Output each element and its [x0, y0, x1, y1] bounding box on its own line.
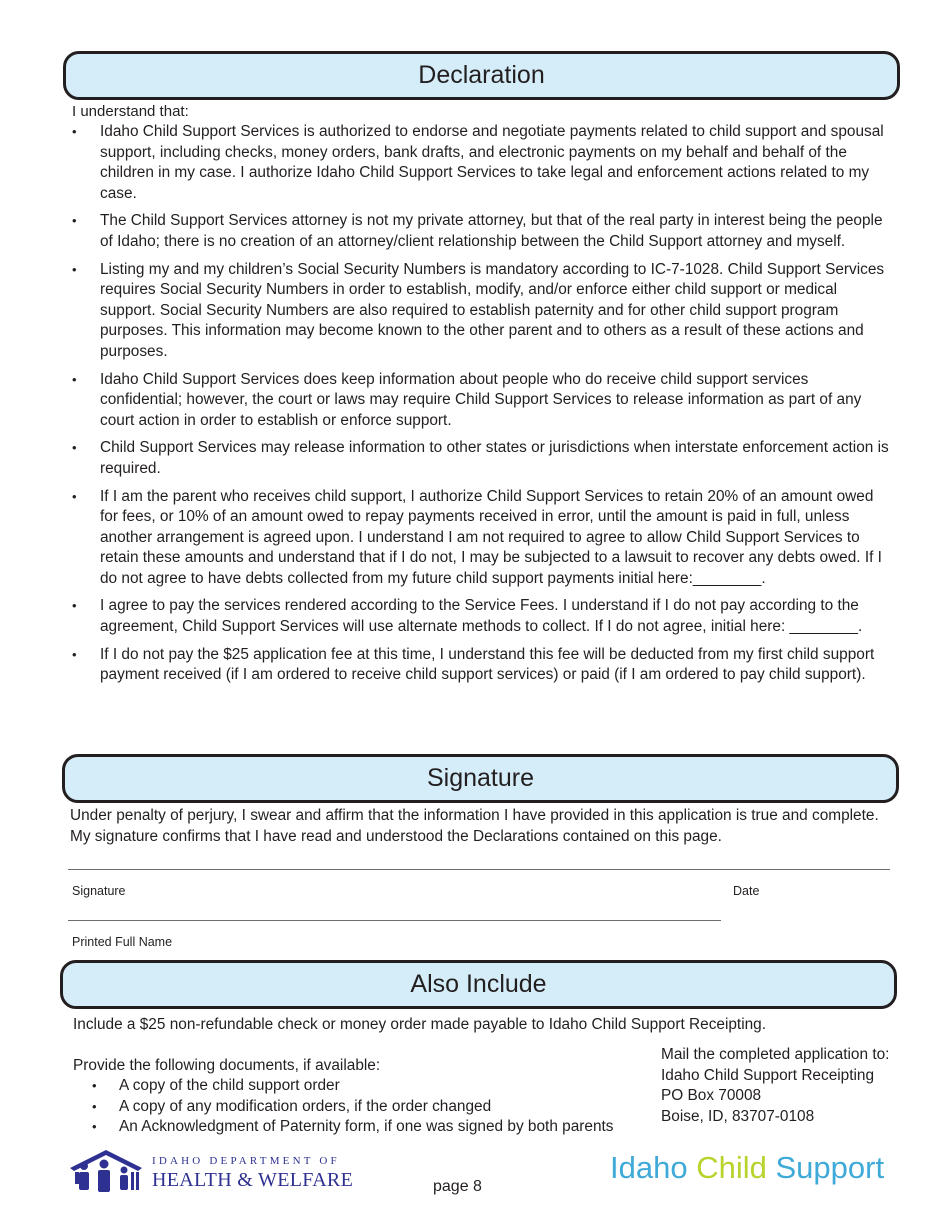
declaration-title: Declaration [418, 61, 545, 89]
signature-title: Signature [426, 764, 535, 792]
declaration-intro: I understand that: [72, 103, 189, 120]
mail-box: PO Box 70008 [661, 1087, 762, 1105]
declaration-item: • Child Support Services may release information to other states or jurisdictions when interstate enforcement action is required. [72, 438, 894, 479]
mail-heading: Mail the completed application to: [661, 1046, 890, 1063]
mail-city: Boise, ID, 83707-0108 [661, 1107, 815, 1125]
signature-statement: Under penalty of perjury, I swear and affirm that the information I have provided in this application is true and complete. My signature confirms that I have read and understood the Declarations contained on this page. [70, 807, 879, 845]
document-item: • An Acknowledgment of Paternity form, if one was signed by both parents [92, 1117, 613, 1138]
declaration-header [63, 51, 900, 100]
documents-intro: Provide the following documents, if available: [73, 1057, 381, 1074]
signature-header [62, 754, 899, 803]
documents-list [92, 1076, 613, 1138]
family-icon [66, 1146, 146, 1196]
date-label: Date [733, 884, 760, 898]
declaration-item: • I agree to pay the services rendered according to the Service Fees. I understand if I do not pay according to the agreement, Child Support Services will use alternate methods to collect. If I do not agree, initial here: ________. [72, 596, 894, 637]
page-number: page 8 [433, 1178, 482, 1195]
signature-label: Signature [72, 884, 126, 898]
declaration-item: • If I am the parent who receives child support, I authorize Child Support Services to retain 20% of an amount owed for fees, or 10% of an amount owed to repay payments received in error, until the amount is paid in full, unless another arrangement is agreed upon. I understand I am not required to agree to allow Child Support Services to retain these amounts and understand that if I do not, I may be subjected to a lawsuit to recover any debts owed. If I do not agree to have debts collected from my future child support payments initial here:________. [72, 487, 894, 590]
brand-word-support: Support [775, 1150, 885, 1185]
agency-name [152, 1155, 353, 1192]
also-include-header [60, 960, 897, 1009]
brand-word-child: Child [696, 1150, 767, 1185]
mail-name: Idaho Child Support Receipting [661, 1066, 875, 1084]
printed-name-line[interactable] [68, 920, 721, 921]
declaration-item: • Idaho Child Support Services does keep information about people who do receive child support services confidential; however, the court or laws may require Child Support Services to release information as part of any court action in order to establish or enforce support. [72, 370, 894, 432]
mailing-address [661, 1045, 889, 1127]
agency-bottom: HEALTH & WELFARE [152, 1169, 354, 1191]
declaration-list [72, 122, 894, 693]
brand-word-idaho: Idaho [610, 1150, 688, 1185]
agency-top: IDAHO DEPARTMENT OF [152, 1155, 340, 1167]
signature-line[interactable] [68, 869, 890, 870]
printed-name-label: Printed Full Name [72, 935, 173, 949]
declaration-item: • The Child Support Services attorney is not my private attorney, but that of the real party in interest being the people of Idaho; there is no creation of an attorney/client relationship between the Child Support attorney and myself. [72, 211, 894, 252]
document-item: • A copy of the child support order [92, 1076, 613, 1097]
idaho-child-support-brand [610, 1150, 884, 1186]
declaration-item: • Idaho Child Support Services is authorized to endorse and negotiate payments related to child support and spousal support, including checks, money orders, bank drafts, and electronic payments on my behalf and behalf of the children in my case. I authorize Idaho Child Support Services to take legal and enforcement actions related to my case. [72, 122, 894, 204]
also-include-title: Also Include [410, 970, 547, 998]
declaration-item: • If I do not pay the $25 application fee at this time, I understand this fee will be deducted from my first child support payment received (if I am ordered to receive child support services) or paid (if I am ordered to pay child support). [72, 645, 894, 686]
declaration-item: • Listing my and my children’s Social Security Numbers is mandatory according to IC-7-1028. Child Support Services requires Social Security Numbers in order to establish, modify, and/or enforce either child support or medical support. Social Security Numbers are also required to establish paternity and for other child support program purposes. This information may become known to the other parent and to others as a result of these actions and purposes. [72, 260, 894, 363]
document-item: • A copy of any modification orders, if the order changed [92, 1097, 613, 1118]
fee-text: Include a $25 non-refundable check or money order made payable to Idaho Child Support Receipting. [73, 1016, 767, 1033]
